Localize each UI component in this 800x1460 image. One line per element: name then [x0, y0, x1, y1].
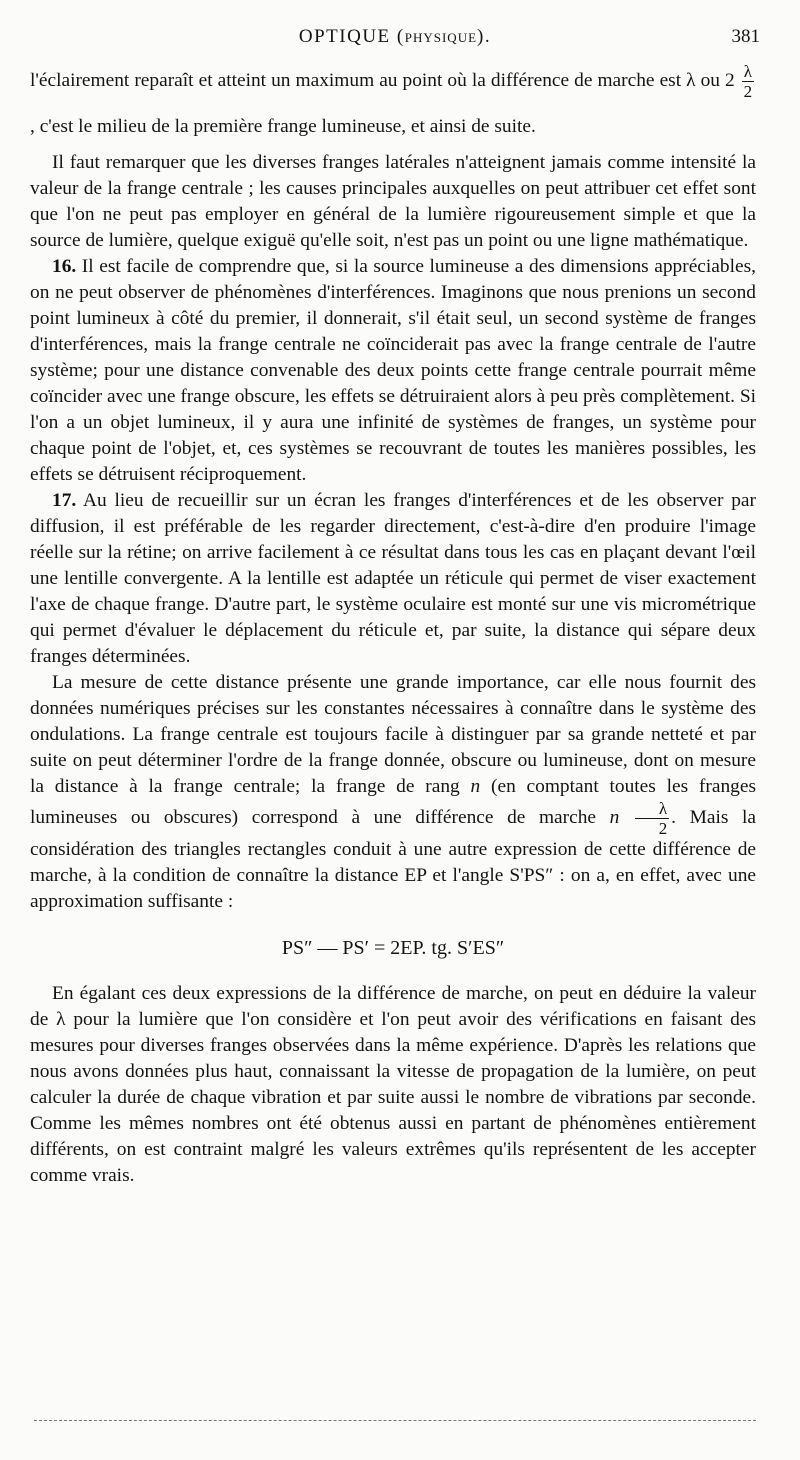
paragraph-2: Il faut remarquer que les diverses franges latérales n'atteignent jamais comme intensité la valeur de la frange centrale ; les causes principales auxquelles on peut attribuer cet effet sont que l'on ne peut pas employer en général de la lumière rigoureusement simple et que la source de lumière, quelque exiguë qu'elle soit, n'est pas un point ou une ligne mathématique. — [30, 152, 756, 251]
paragraph-1-text-b: , c'est le milieu de la première frange lumineuse, et ainsi de suite. — [30, 116, 536, 137]
paragraph-5 — [30, 670, 756, 915]
running-head-end: ). — [477, 26, 492, 47]
variable-n: n — [470, 776, 481, 797]
fraction-denominator: 2 — [743, 82, 753, 102]
page-header — [30, 26, 760, 54]
paragraph-4-text: Au lieu de recueillir sur un écran les franges d'interférences et de les observer par diffusion, il est préférable de les regarder directement, c'est-à-dire d'en produire l'image réelle sur la rétine; on arrive facilement à ce résultat dans tous les cas en plaçant devant l'œil une lentille convergente. A la lentille est adaptée un réticule qui permet de viser exactement l'axe de chaque frange. D'autre part, le système oculaire est monté sur une vis micrométrique qui permet d'évaluer le déplacement du réticule et, par suite, la distance qui sépare deux franges déterminées. — [30, 490, 756, 667]
bottom-rule — [34, 1420, 756, 1421]
paragraph-1-text-a: l'éclairement reparaît et atteint un maximum au point où la différence de marche est λ ou 2 — [30, 70, 735, 91]
paragraph-5-text-b: (en comptant toutes les franges lumineuses ou obscures) correspond à une différence de marche — [30, 776, 756, 828]
fraction-denominator-2: 2 — [658, 819, 668, 838]
running-head-small: PHYSIQUE — [404, 30, 478, 45]
paragraph-5-text-c: . Mais la considération des triangles rectangles conduit à une autre expression de cette différence de marche, à la condition de connaître la distance EP et l'angle S'PS″ : on a, en effet, avec une approximation suffisante : — [30, 806, 756, 912]
section-number-17: 17. — [52, 490, 77, 511]
running-head-main: OPTIQUE ( — [298, 26, 405, 47]
formula: PS″ — PS′ = 2EP. tg. S′ES″ — [281, 937, 505, 959]
paragraph-6: En égalant ces deux expressions de la différence de marche, on peut en déduire la valeur de λ pour la lumière que l'on considère et l'on peut avoir des vérifications en faisant des mesures pour diverses franges observées dans la même expérience. D'après les relations que nous avons données plus haut, connaissant la vitesse de propagation de la lumière, on peut calculer la durée de chaque vibration et par suite aussi le nombre de vibrations par seconde. Comme les mêmes nombres ont été obtenus aussi en partant de phénomènes entièrement différents, on est contraint malgré les valeurs extrêmes qu'ils représentent de les accepter comme vrais. — [30, 983, 756, 1186]
variable-n-2: n — [609, 806, 620, 828]
section-number-16: 16. — [52, 256, 77, 277]
fraction-numerator: λ — [743, 62, 752, 82]
page-body — [30, 58, 756, 1189]
fraction-lambda-half — [742, 63, 754, 100]
fraction-numerator-2: λ — [635, 800, 669, 819]
running-head — [30, 26, 760, 48]
paragraph-5-text-a: La mesure de cette distance présente une grande importance, car elle nous fournit des données numériques précises sur les constantes nécessaires à connaître dans le système des ondulations. La frange centrale est toujours facile à distinguer par sa grande netteté et par suite on peut déterminer l'ordre de la frange donnée, obscure ou lumineuse, dont on mesure la distance à la frange centrale; la frange de rang — [30, 672, 756, 797]
paragraph-4 — [30, 488, 756, 670]
paragraph-1 — [30, 58, 756, 150]
paragraph-3 — [30, 254, 756, 488]
page-number: 381 — [731, 26, 760, 47]
paragraph-3-text: Il est facile de comprendre que, si la source lumineuse a des dimensions appréciables, on ne peut observer de phénomènes d'interférences. Imaginons que nous prenions un second point lumineux à côté du premier, il donnerait, s'il était seul, un second système de franges d'interférences, mais la frange centrale ne coïnciderait pas avec la frange centrale de l'autre système; pour une distance convenable des deux points cette frange centrale pourrait même coïncider avec une frange obscure, les effets se détruiraient alors à peu près complètement. Si l'on a un objet lumineux, il y aura une infinité de systèmes de franges, un système pour chaque point de l'objet, et, ces systèmes se recouvrant de toutes les manières possibles, les effets se détruisent réciproquement. — [30, 256, 756, 485]
fraction-lambda-half-2 — [635, 800, 669, 837]
